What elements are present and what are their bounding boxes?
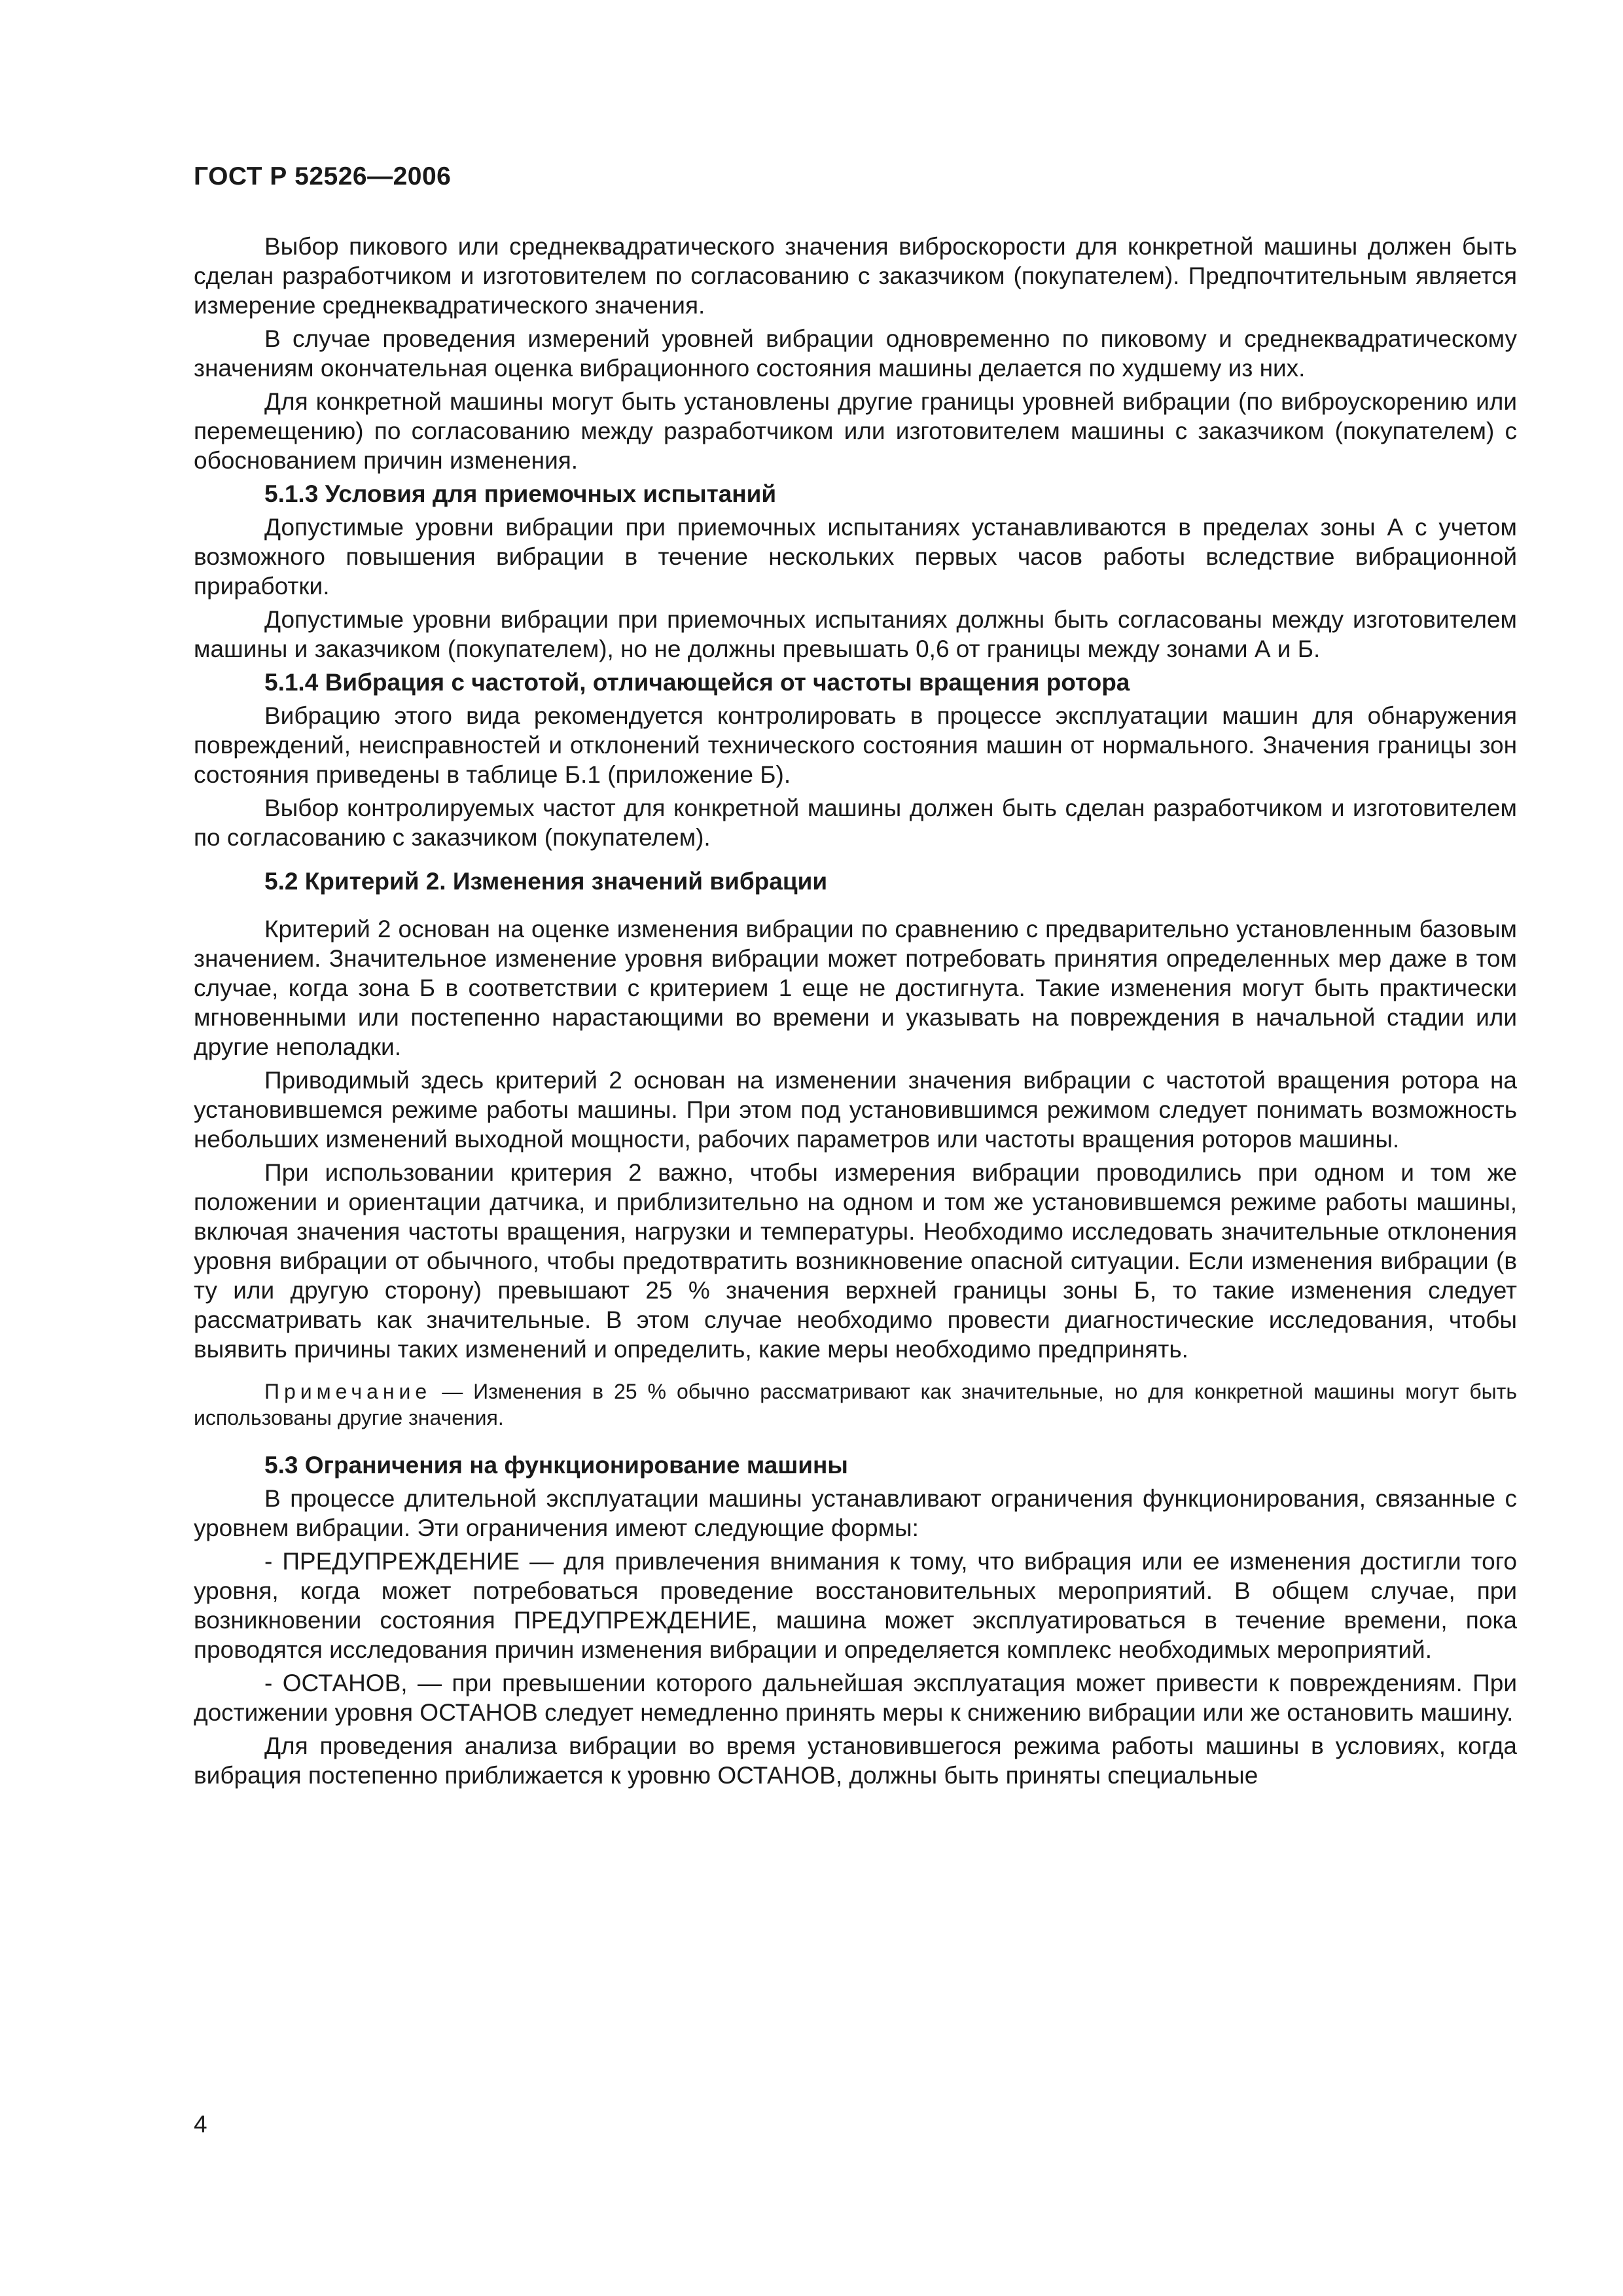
paragraph: Выбор пикового или среднеквадратического значения виброскорости для конкретной машины должен быть сделан разработчиком и изготовителем по согласованию с заказчиком (покупателем). Предпочтительным является измерение среднеквадратического значения. — [194, 233, 1517, 319]
note-text: — Изменения в 25 % обычно рассматривают как значительные, но для конкретной машины могут быть использованы другие значения. — [194, 1380, 1517, 1429]
document-code: ГОСТ Р 52526—2006 — [194, 162, 452, 190]
section-heading-5-1-4: 5.1.4 Вибрация с частотой, отличающейся от частоты вращения ротора — [264, 669, 1130, 696]
paragraph: - ОСТАНОВ, — при превышении которого дальнейшая эксплуатация может привести к повреждениям. При достижении уровня ОСТАНОВ следует немедленно принять меры к снижению вибрации или же остановить машину. — [194, 1670, 1517, 1726]
paragraph: Вибрацию этого вида рекомендуется контролировать в процессе эксплуатации машин для обнаружения повреждений, неисправностей и отклонений технического состояния машин от нормального. Значения границы зон состояния приведены в таблице Б.1 (приложение Б). — [194, 702, 1517, 788]
note-label: Примечание — [264, 1380, 432, 1403]
paragraph: Критерий 2 основан на оценке изменения вибрации по сравнению с предварительно установленным базовым значением. Значительное изменение уровня вибрации может потребовать принятия определенных мер даже в том случае, когда зона Б в соответствии с критерием 1 еще не достигнута. Такие изменения могут быть практически мгновенными или постепенно нарастающими во времени и указывать на повреждения в начальной стадии или другие неполадки. — [194, 916, 1517, 1060]
page-number: 4 — [194, 2111, 207, 2138]
paragraph: Для проведения анализа вибрации во время установившегося режима работы машины в условиях, когда вибрация постепенно приближается к уровню ОСТАНОВ, должны быть приняты специальные — [194, 1732, 1517, 1789]
document-page — [194, 0, 1517, 2296]
section-heading-5-2: 5.2 Критерий 2. Изменения значений вибрации — [264, 868, 828, 895]
section-heading-5-3: 5.3 Ограничения на функционирование машины — [264, 1452, 848, 1479]
paragraph: - ПРЕДУПРЕЖДЕНИЕ — для привлечения внимания к тому, что вибрация или ее изменения достигли того уровня, когда может потребоваться проведение восстановительных мероприятий. В общем случае, при возникновении состояния ПРЕДУПРЕЖДЕНИЕ, машина может эксплуатироваться в течение времени, пока проводятся исследования причин изменения вибрации и определяется комплекс необходимых мероприятий. — [194, 1548, 1517, 1663]
paragraph: Приводимый здесь критерий 2 основан на изменении значения вибрации с частотой вращения ротора на установившемся режиме работы машины. При этом под установившимся режимом следует понимать возможность небольших изменений выходной мощности, рабочих параметров или частоты вращения роторов машины. — [194, 1067, 1517, 1153]
paragraph: Выбор контролируемых частот для конкретной машины должен быть сделан разработчиком и изготовителем по согласованию с заказчиком (покупателем). — [194, 795, 1517, 851]
note — [194, 1378, 1517, 1431]
paragraph: Допустимые уровни вибрации при приемочных испытаниях должны быть согласованы между изготовителем машины и заказчиком (покупателем), но не должны превышать 0,6 от границы между зонами А и Б. — [194, 606, 1517, 662]
paragraph: При использовании критерия 2 важно, чтобы измерения вибрации проводились при одном и том же положении и ориентации датчика, и приблизительно на одном и том же установившемся режиме работы машины, включая значения частоты вращения, нагрузки и температуры. Необходимо исследовать значительные отклонения уровня вибрации от обычного, чтобы предотвратить возникновение опасной ситуации. Если изменения вибрации (в ту или другую сторону) превышают 25 % значения верхней границы зоны Б, то такие изменения следует рассматривать как значительные. В этом случае необходимо провести диагностические исследования, чтобы выявить причины таких изменений и определить, какие меры необходимо предпринять. — [194, 1159, 1517, 1363]
section-heading-5-1-3: 5.1.3 Условия для приемочных испытаний — [264, 480, 777, 507]
paragraph: Для конкретной машины могут быть установлены другие границы уровней вибрации (по виброускорению или перемещению) по согласованию между разработчиком или изготовителем машины с заказчиком (покупателем) с обоснованием причин изменения. — [194, 388, 1517, 474]
paragraph: В случае проведения измерений уровней вибрации одновременно по пиковому и среднеквадратическому значениям окончательная оценка вибрационного состояния машины делается по худшему из них. — [194, 325, 1517, 382]
paragraph: В процессе длительной эксплуатации машины устанавливают ограничения функционирования, связанные с уровнем вибрации. Эти ограничения имеют следующие формы: — [194, 1485, 1517, 1541]
paragraph: Допустимые уровни вибрации при приемочных испытаниях устанавливаются в пределах зоны А с учетом возможного повышения вибрации в течение нескольких первых часов работы вследствие вибрационной приработки. — [194, 514, 1517, 600]
document-body — [194, 232, 1517, 1794]
